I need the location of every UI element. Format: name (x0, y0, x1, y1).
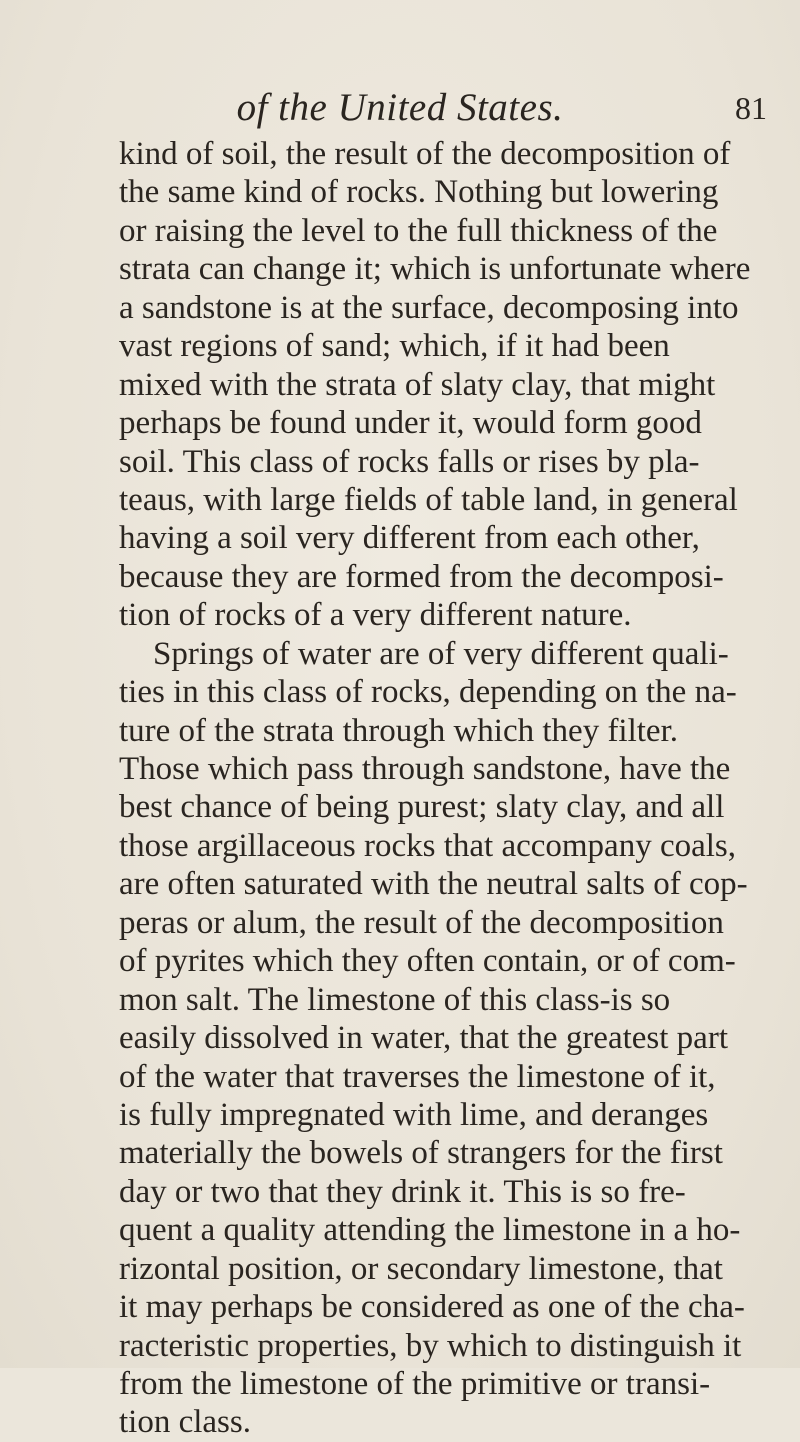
text-line: peras or alum, the result of the decomposition (119, 904, 724, 941)
text-line: having a soil very different from each other, (119, 520, 700, 557)
text-line: those argillaceous rocks that accompany coals, (119, 827, 737, 864)
text-line: easily dissolved in water, that the greatest part (119, 1020, 728, 1057)
paragraph-end-line: tion class. (119, 1404, 251, 1441)
paragraph-end-line: tion of rocks of a very different nature. (119, 597, 632, 634)
text-line: mixed with the strata of slaty clay, that might (119, 366, 716, 403)
text-line: perhaps be found under it, would form good (119, 405, 702, 442)
text-line: strata can change it; which is unfortunate where (119, 251, 751, 288)
text-line: ties in this class of rocks, depending on the na- (119, 674, 737, 711)
paragraph-first-line: Springs of water are of very different quali- (153, 635, 729, 672)
text-line: kind of soil, the result of the decomposition of (119, 136, 731, 172)
running-head: of the United States. (236, 86, 564, 129)
text-line: racteristic properties, by which to distinguish it (119, 1327, 742, 1364)
text-line: ture of the strata through which they filter. (119, 712, 679, 749)
text-line: is fully impregnated with lime, and deranges (119, 1096, 709, 1133)
text-line: materially the bowels of strangers for the first (119, 1135, 723, 1172)
text-line: because they are formed from the decomposi- (119, 558, 724, 595)
text-line: best chance of being purest; slaty clay, and all (119, 789, 725, 826)
text-line: the same kind of rocks. Nothing but lowering (119, 174, 719, 211)
text-line: it may perhaps be considered as one of the cha- (119, 1289, 745, 1326)
text-line: teaus, with large fields of table land, in general (119, 481, 738, 518)
text-line: of the water that traverses the limestone of it, (119, 1058, 716, 1095)
text-line: rizontal position, or secondary limestone, that (119, 1250, 723, 1287)
text-line: are often saturated with the neutral salts of cop- (119, 866, 748, 903)
text-line: a sandstone is at the surface, decomposing into (119, 289, 739, 326)
text-line: vast regions of sand; which, if it had been (119, 328, 670, 365)
page-number: 81 (735, 90, 767, 126)
body-text (119, 135, 751, 1442)
text-line: soil. This class of rocks falls or rises by pla- (119, 443, 700, 480)
text-line: day or two that they drink it. This is so fre- (119, 1173, 686, 1210)
text-line: Those which pass through sandstone, have the (119, 751, 731, 787)
text-line: or raising the level to the full thickness of the (119, 212, 718, 249)
text-line: mon salt. The limestone of this class-is so (119, 981, 671, 1018)
text-line: quent a quality attending the limestone in a ho- (119, 1212, 741, 1249)
text-line: of pyrites which they often contain, or of com- (119, 943, 736, 980)
text-line: from the limestone of the primitive or transi- (119, 1366, 711, 1402)
page-header (0, 88, 800, 128)
